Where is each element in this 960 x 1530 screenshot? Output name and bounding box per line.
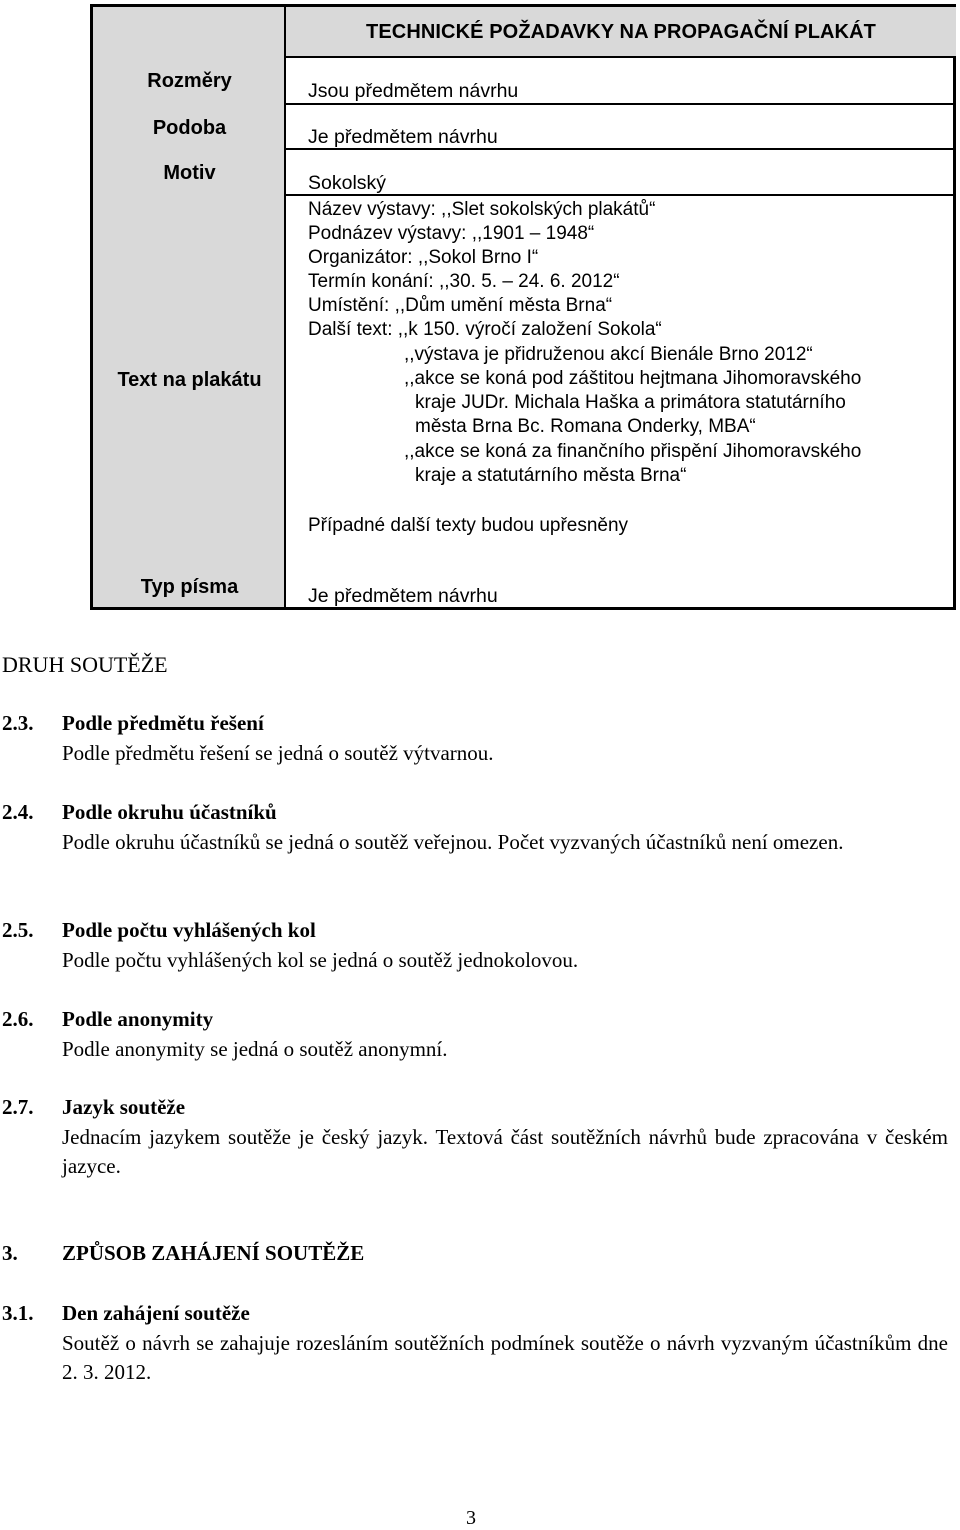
subsection-text: Podle počtu vyhlášených kol se jedná o soutěž jednokolovou.	[62, 948, 579, 972]
poster-text-line: Termín konání: ,,30. 5. – 24. 6. 2012“	[308, 271, 620, 292]
subsection-title: Podle předmětu řešení	[62, 711, 264, 735]
poster-text-line: ,,akce se koná pod záštitou hejtmana Jihomoravského	[404, 368, 862, 389]
table-title: TECHNICKÉ POŽADAVKY NA PROPAGAČNÍ PLAKÁT	[366, 21, 876, 43]
column-divider	[284, 7, 286, 607]
row-label-text-na-plakatu: Text na plakátu	[117, 369, 262, 391]
subsection-text: Jednacím jazykem soutěže je český jazyk. Textová část soutěžních návrhů bude zpracována v českém jazyce.	[62, 1125, 948, 1178]
subsection-number: 2.7.	[2, 1095, 34, 1119]
subsection-title: Podle okruhu účastníků	[62, 800, 277, 824]
title-divider	[284, 56, 956, 58]
row-divider	[286, 194, 956, 196]
row-value-motiv: Sokolský	[308, 172, 387, 194]
subsection-title: Podle počtu vyhlášených kol	[62, 918, 316, 942]
poster-text-line: Podnázev výstavy: ,,1901 – 1948“	[308, 223, 595, 244]
row-value-rozmery: Jsou předmětem návrhu	[308, 80, 519, 102]
subsection-number: 2.3.	[2, 711, 34, 735]
subsection-number: 2.4.	[2, 800, 34, 824]
row-label-motiv: Motiv	[163, 162, 216, 184]
row-label-typ-pisma: Typ písma	[140, 576, 239, 598]
row-label-rozmery: Rozměry	[147, 70, 232, 92]
page-number: 3	[466, 1507, 476, 1529]
poster-text-line: kraje a statutárního města Brna“	[415, 465, 687, 486]
subsection-text: Soutěž o návrh se zahajuje rozesláním soutěžních podmínek soutěže o návrh vyzvaným účastníkům dne 2. 3. 2012.	[62, 1331, 948, 1384]
section-heading-druh: DRUH SOUTĚŽE	[2, 652, 168, 677]
subsection-title: Den zahájení soutěže	[62, 1301, 250, 1325]
row-value-typ-pisma: Je předmětem návrhu	[308, 585, 498, 607]
subsection-number: 2.6.	[2, 1007, 34, 1031]
section-heading-zpusob: ZPŮSOB ZAHÁJENÍ SOUTĚŽE	[62, 1241, 365, 1265]
poster-text-line: Název výstavy: ,,Slet sokolských plakátů“	[308, 199, 656, 220]
poster-text-line: ,,výstava je přidruženou akcí Bienále Brno 2012“	[404, 344, 813, 365]
poster-text-line: ,,akce se koná za finančního přispění Jihomoravského	[404, 441, 862, 462]
subsection-title: Jazyk soutěže	[62, 1095, 186, 1119]
row-divider	[286, 103, 956, 105]
section-number: 3.	[2, 1241, 18, 1265]
subsection-title: Podle anonymity	[62, 1007, 214, 1031]
row-value-podoba: Je předmětem návrhu	[308, 126, 498, 148]
poster-text-line: Další text: ,,k 150. výročí založení Sokola“	[308, 319, 662, 340]
row-label-podoba: Podoba	[152, 117, 227, 139]
poster-text-line: Organizátor: ,,Sokol Brno I“	[308, 247, 539, 268]
poster-text-line: Umístění: ,,Dům umění města Brna“	[308, 295, 613, 316]
table-title-cell	[286, 7, 956, 57]
technical-requirements-table	[90, 4, 956, 610]
subsection-text: Podle anonymity se jedná o soutěž anonymní.	[62, 1037, 448, 1061]
label-column	[93, 7, 286, 607]
subsection-number: 2.5.	[2, 918, 34, 942]
poster-text-line: města Brna Bc. Romana Onderky, MBA“	[415, 416, 756, 437]
subsection-text: Podle předmětu řešení se jedná o soutěž výtvarnou.	[62, 741, 494, 765]
poster-text-line: kraje JUDr. Michala Haška a primátora statutárního	[415, 392, 846, 413]
poster-note: Případné další texty budou upřesněny	[308, 515, 629, 536]
subsection-number: 3.1.	[2, 1301, 34, 1325]
subsection-text: Podle okruhu účastníků se jedná o soutěž veřejnou. Počet vyzvaných účastníků není omezen.	[62, 830, 844, 854]
